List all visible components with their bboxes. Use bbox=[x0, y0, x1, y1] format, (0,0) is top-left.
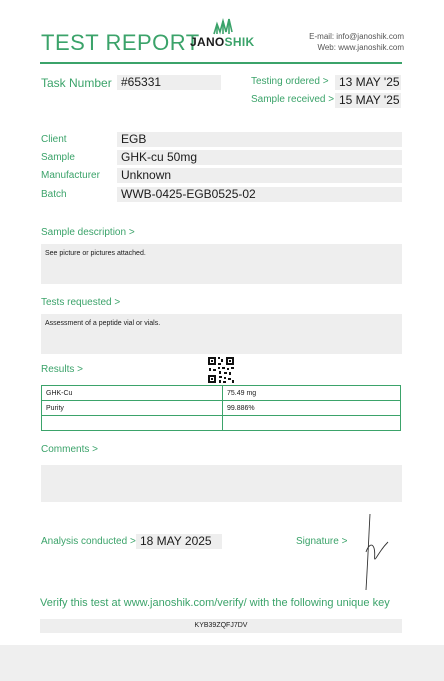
analysis-conducted-date: 18 MAY 2025 bbox=[136, 534, 222, 549]
analysis-conducted-label: Analysis conducted > bbox=[41, 536, 136, 547]
task-number-label: Task Number bbox=[41, 76, 112, 90]
results-table-wrap bbox=[41, 385, 401, 431]
qr-code-icon bbox=[207, 356, 235, 384]
table-row bbox=[42, 401, 401, 416]
contact-email: E-mail: info@janoshik.com bbox=[309, 32, 404, 41]
result-name-cell bbox=[42, 416, 223, 431]
manufacturer-value: Unknown bbox=[117, 168, 402, 183]
contact-web: Web: www.janoshik.com bbox=[317, 43, 404, 52]
results-table bbox=[41, 385, 401, 431]
client-label: Client bbox=[41, 134, 67, 145]
tests-requested-text: Assessment of a peptide vial or vials. bbox=[45, 320, 161, 327]
tests-requested-label: Tests requested > bbox=[41, 297, 121, 308]
client-value: EGB bbox=[117, 132, 402, 147]
testing-ordered-date: 13 MAY '25 bbox=[335, 75, 401, 90]
batch-label: Batch bbox=[41, 189, 67, 200]
tests-requested-box bbox=[41, 314, 402, 354]
verify-instruction: Verify this test at www.janoshik.com/verify/ with the following unique key bbox=[40, 597, 390, 609]
verification-key: KYB39ZQFJ7DV bbox=[40, 619, 402, 633]
sample-received-date: 15 MAY '25 bbox=[335, 93, 401, 108]
table-row bbox=[42, 386, 401, 401]
sample-value: GHK-cu 50mg bbox=[117, 150, 402, 165]
sample-label: Sample bbox=[41, 152, 75, 163]
report-title: TEST REPORT bbox=[41, 30, 200, 55]
comments-box bbox=[41, 465, 402, 502]
signature-label: Signature > bbox=[296, 536, 348, 547]
result-value-cell: 99.886% bbox=[223, 401, 401, 416]
testing-ordered-label: Testing ordered > bbox=[251, 76, 329, 87]
task-number-value: #65331 bbox=[117, 75, 221, 90]
contact-info bbox=[309, 31, 404, 53]
sample-description-text: See picture or pictures attached. bbox=[45, 250, 146, 257]
sample-description-box bbox=[41, 244, 402, 284]
result-name-cell: Purity bbox=[42, 401, 223, 416]
result-name-cell: GHK-Cu bbox=[42, 386, 223, 401]
sample-description-label: Sample description > bbox=[41, 227, 135, 238]
result-value-cell bbox=[223, 416, 401, 431]
comments-label: Comments > bbox=[41, 444, 98, 455]
handwritten-signature-icon bbox=[356, 512, 392, 592]
batch-value: WWB-0425-EGB0525-02 bbox=[117, 187, 402, 202]
table-row bbox=[42, 416, 401, 431]
sample-received-label: Sample received > bbox=[251, 94, 335, 105]
result-value-cell: 75.49 mg bbox=[223, 386, 401, 401]
header-divider bbox=[40, 62, 402, 64]
logo-wordmark: JANOSHIK bbox=[190, 35, 255, 49]
manufacturer-label: Manufacturer bbox=[41, 170, 100, 181]
results-label: Results > bbox=[41, 364, 83, 375]
